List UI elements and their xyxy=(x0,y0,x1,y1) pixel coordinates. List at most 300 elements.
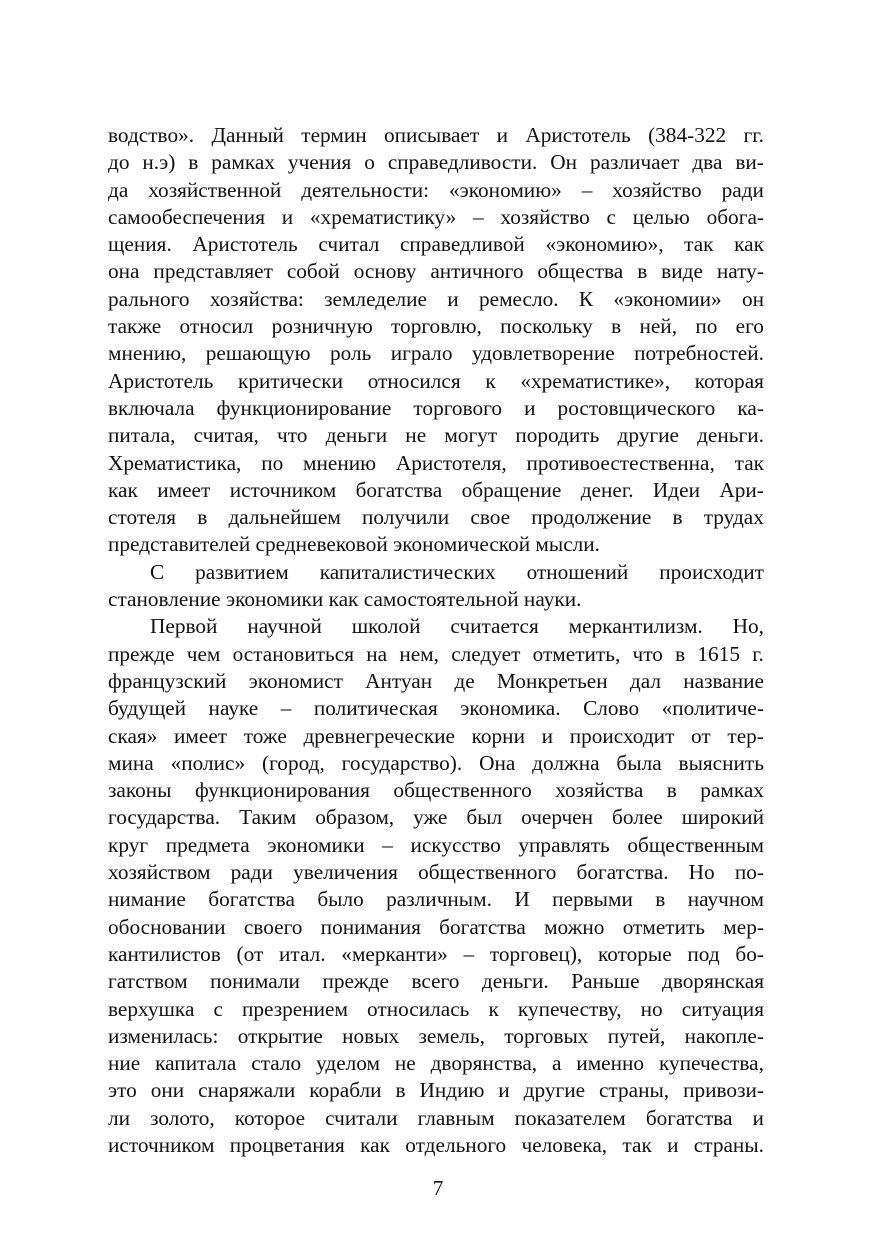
word: деятельности: xyxy=(301,177,430,202)
word: обращение xyxy=(461,477,562,502)
word: с xyxy=(606,204,616,229)
word: «хрематистике», xyxy=(520,368,671,393)
word: показателем xyxy=(514,1105,626,1130)
word: тоже xyxy=(243,723,287,748)
word: получили xyxy=(362,505,450,530)
word: корабли xyxy=(309,1078,382,1103)
word: человека, xyxy=(521,1132,608,1157)
text-line xyxy=(108,1077,764,1104)
word: не xyxy=(394,1051,416,1076)
word: и xyxy=(524,395,536,420)
word: ская» xyxy=(108,723,158,748)
word: продолжение xyxy=(531,505,652,530)
word: нем, xyxy=(399,641,439,666)
word: Слово xyxy=(583,696,640,721)
word: он xyxy=(741,286,764,311)
word: ситуация xyxy=(681,996,764,1021)
word: так xyxy=(622,1132,652,1157)
word: деньги. xyxy=(481,969,549,994)
word: относился xyxy=(367,368,461,393)
word: справедливости. xyxy=(387,150,538,175)
word: Антуан xyxy=(365,668,433,693)
word: и xyxy=(447,286,459,311)
word: в xyxy=(666,778,677,803)
word: и xyxy=(541,723,554,748)
word: водство». xyxy=(108,123,195,147)
word: о xyxy=(364,150,375,175)
word: происходит xyxy=(659,559,764,584)
word: – xyxy=(382,832,393,857)
word: которое xyxy=(234,1105,306,1130)
word: источником xyxy=(108,1132,215,1157)
text-line xyxy=(108,641,764,668)
word: (384-322 xyxy=(648,123,727,147)
word: ней, xyxy=(639,314,678,339)
word: но xyxy=(640,996,663,1021)
word: и xyxy=(667,1132,679,1157)
word: снаряжали xyxy=(198,1078,296,1103)
word: гатством xyxy=(108,969,188,994)
text-line xyxy=(108,1132,764,1159)
word: понимания xyxy=(320,914,421,939)
word: Хрематистика, xyxy=(108,450,242,475)
word: экономика. xyxy=(460,696,561,721)
word: корни xyxy=(471,723,525,748)
word: «полис» xyxy=(170,750,246,775)
word: К xyxy=(578,286,594,311)
word: богатства xyxy=(355,477,443,502)
word: обога- xyxy=(706,204,764,229)
text-line xyxy=(108,832,764,859)
word: различным. xyxy=(386,887,492,912)
word: так xyxy=(734,450,764,475)
word: общественного xyxy=(418,860,557,885)
text-line xyxy=(108,122,764,149)
word: термин xyxy=(301,123,367,147)
word: по- xyxy=(734,860,764,885)
word: играло xyxy=(390,341,453,366)
word: верхушка xyxy=(108,996,195,1021)
word: хозяйство xyxy=(500,204,590,229)
word: что xyxy=(277,423,308,448)
text-line xyxy=(108,1105,764,1132)
word: считали xyxy=(325,1105,398,1130)
word: – xyxy=(280,696,292,721)
word: отметить, xyxy=(532,641,621,666)
word: торговец), xyxy=(489,941,583,966)
word: остановиться xyxy=(232,641,355,666)
word: Она xyxy=(479,750,516,775)
word: по xyxy=(261,450,284,475)
word: главным xyxy=(417,1105,495,1130)
word: удовлетворение xyxy=(471,341,615,366)
word: другие xyxy=(523,1078,586,1103)
word: уделом xyxy=(316,1051,380,1076)
word: – xyxy=(581,177,593,202)
word: накопле- xyxy=(684,1023,764,1048)
word: два xyxy=(692,150,723,175)
word: чем xyxy=(186,641,221,666)
word: отметить xyxy=(622,914,706,939)
line-text: представителей средневековой экономической мысли. xyxy=(108,532,601,557)
word: щения. xyxy=(108,232,172,257)
word: политическая xyxy=(313,696,438,721)
text-line xyxy=(108,559,764,586)
text-line xyxy=(108,395,764,422)
text-line xyxy=(108,231,764,258)
word: гг. xyxy=(743,123,764,147)
word: искусство xyxy=(410,832,501,857)
page-number: 7 xyxy=(432,1176,444,1200)
word: свое xyxy=(470,505,511,530)
word: учения xyxy=(287,150,352,175)
word: И xyxy=(514,887,530,912)
word: был xyxy=(466,805,503,830)
word: на xyxy=(366,641,388,666)
word: первыми xyxy=(552,887,633,912)
word: мнению xyxy=(303,450,377,475)
text-line xyxy=(108,477,764,504)
word: которые xyxy=(597,941,672,966)
word: открытие xyxy=(237,1023,323,1048)
word: в xyxy=(655,887,666,912)
word: была xyxy=(616,750,662,775)
word: по xyxy=(695,314,718,339)
word: капиталистических xyxy=(319,559,496,584)
word: античного xyxy=(430,259,524,284)
word: рамках xyxy=(211,150,275,175)
word: стало xyxy=(251,1051,302,1076)
word: Первой xyxy=(150,614,218,639)
word: Таким xyxy=(239,805,297,830)
word: под xyxy=(687,941,720,966)
word: Монкретьен xyxy=(496,668,608,693)
word: относилась xyxy=(367,996,470,1021)
word: будущей xyxy=(108,696,187,721)
word: нимание xyxy=(108,887,186,912)
word: всего xyxy=(411,969,460,994)
text-line xyxy=(108,368,764,395)
word: очерчен xyxy=(521,805,594,830)
word: дворянства, xyxy=(430,1051,538,1076)
word: торговых xyxy=(504,1023,589,1048)
word: экономики xyxy=(267,832,365,857)
word: с xyxy=(213,996,223,1021)
word: ради xyxy=(721,177,764,202)
text-line xyxy=(108,313,764,340)
word: французский xyxy=(108,668,227,693)
word: источником xyxy=(229,477,337,502)
word: земледелие xyxy=(324,286,428,311)
word: к xyxy=(488,996,499,1021)
word: прежде xyxy=(322,969,389,994)
word: виде xyxy=(661,259,703,284)
word: считается xyxy=(450,614,539,639)
text-line xyxy=(108,340,764,367)
word: образом, xyxy=(315,805,395,830)
word: в xyxy=(672,505,683,530)
word: которая xyxy=(694,368,764,393)
word: они xyxy=(150,1078,185,1103)
text-line xyxy=(108,859,764,886)
word: 1615 xyxy=(697,641,740,666)
word: целью xyxy=(632,204,690,229)
word: обосновании xyxy=(108,914,226,939)
word: ли xyxy=(108,1105,131,1130)
word: древнегреческие xyxy=(303,723,455,748)
text-line xyxy=(108,149,764,176)
word: «экономию» xyxy=(448,177,562,202)
word: отношений xyxy=(526,559,629,584)
word: основу xyxy=(353,259,417,284)
word: Аристотель xyxy=(108,368,214,393)
word: описывает xyxy=(384,123,480,147)
word: хозяйством xyxy=(108,860,211,885)
word: денег. xyxy=(580,477,634,502)
word: в xyxy=(637,259,648,284)
paragraph xyxy=(108,613,764,1159)
line-text: становление экономики как самостоятельной науки. xyxy=(108,587,582,612)
word: породить xyxy=(515,423,600,448)
word: включала xyxy=(108,395,195,420)
word: и xyxy=(752,1105,764,1130)
text-line xyxy=(108,286,764,313)
word: от xyxy=(691,723,711,748)
word: – xyxy=(463,941,475,966)
word: в xyxy=(188,150,199,175)
word: процветания xyxy=(229,1132,345,1157)
text-line xyxy=(108,1023,764,1050)
word: следует xyxy=(451,641,521,666)
word: Аристотель xyxy=(192,232,298,257)
word: именно xyxy=(576,1051,645,1076)
word: более xyxy=(612,805,663,830)
word: различает xyxy=(589,150,680,175)
word: название xyxy=(683,668,764,693)
word: это xyxy=(108,1078,137,1103)
word: считая, xyxy=(193,423,259,448)
word: научном xyxy=(687,887,764,912)
word: и xyxy=(496,123,508,147)
word: деньги xyxy=(325,423,388,448)
word: отдельного xyxy=(405,1132,507,1157)
word: и xyxy=(498,1078,510,1103)
word: экономист xyxy=(248,668,343,693)
word: увеличения xyxy=(293,860,398,885)
word: С xyxy=(150,559,165,584)
word: торгового xyxy=(413,395,502,420)
word: да xyxy=(108,177,129,202)
word: привози- xyxy=(683,1078,764,1103)
text-line xyxy=(108,668,764,695)
word: широкий xyxy=(681,805,764,830)
word: «мерканти» xyxy=(341,941,448,966)
word: считал xyxy=(318,232,380,257)
word: в xyxy=(611,314,622,339)
word: ви- xyxy=(735,150,764,175)
word: противоестественна, xyxy=(526,450,715,475)
word: общественного xyxy=(393,778,532,803)
word: мнению, xyxy=(108,341,187,366)
word: Раньше xyxy=(571,969,640,994)
text-line xyxy=(108,531,764,558)
word: золото, xyxy=(150,1105,215,1130)
word: критически xyxy=(238,368,344,393)
word: имеет xyxy=(174,723,228,748)
text-line xyxy=(108,258,764,285)
word: прежде xyxy=(108,641,175,666)
word: управлять xyxy=(518,832,610,857)
word: Аристотель xyxy=(525,123,631,147)
word: в xyxy=(395,1078,406,1103)
text-line xyxy=(108,777,764,804)
word: (город, xyxy=(262,750,325,775)
word: решающую xyxy=(205,341,311,366)
text-line xyxy=(108,450,764,477)
word: богатства xyxy=(439,914,526,939)
text-line xyxy=(108,204,764,231)
word: (от xyxy=(236,941,264,966)
word: мина xyxy=(108,750,154,775)
word: богатства xyxy=(645,1105,733,1130)
word: ради xyxy=(230,860,273,885)
text-line xyxy=(108,941,764,968)
word: путей, xyxy=(607,1023,666,1048)
word: могут xyxy=(444,423,498,448)
word: было xyxy=(317,887,364,912)
word: общества xyxy=(537,259,624,284)
word: итал. xyxy=(279,941,326,966)
text-line xyxy=(108,750,764,777)
word: ремесло. xyxy=(478,286,559,311)
text-line xyxy=(108,804,764,831)
word: предмета xyxy=(165,832,250,857)
word: Данный xyxy=(211,123,284,147)
word: развитием xyxy=(195,559,289,584)
word: своего xyxy=(243,914,303,939)
word: нату- xyxy=(716,259,764,284)
word: ростовщического xyxy=(557,395,716,420)
word: законы xyxy=(108,778,172,803)
text-line xyxy=(108,695,764,722)
word: в xyxy=(675,641,686,666)
word: выяснить xyxy=(678,750,764,775)
word: должна xyxy=(532,750,600,775)
word: Но, xyxy=(732,614,764,639)
word: до xyxy=(108,150,130,175)
word: земель, xyxy=(418,1023,485,1048)
word: ние xyxy=(108,1051,141,1076)
word: и xyxy=(281,204,294,229)
word: как xyxy=(360,1132,390,1157)
text-line xyxy=(108,613,764,640)
word: уже xyxy=(413,805,448,830)
word: школой xyxy=(351,614,421,639)
text-line xyxy=(108,422,764,449)
word: купечеству, xyxy=(517,996,622,1021)
word: хозяйственной xyxy=(148,177,282,202)
word: хозяйство xyxy=(612,177,702,202)
word: хозяйства: xyxy=(209,286,304,311)
word: можно xyxy=(544,914,605,939)
word: собой xyxy=(286,259,340,284)
text-line xyxy=(108,1050,764,1077)
body-text xyxy=(108,122,764,1159)
word: понимали xyxy=(210,969,300,994)
word: круг xyxy=(108,832,149,857)
word: дворянская xyxy=(662,969,764,994)
word: имеет xyxy=(157,477,211,502)
word: научной xyxy=(247,614,322,639)
word: кантилистов xyxy=(108,941,221,966)
word: государства. xyxy=(108,805,221,830)
word: меркантилизм. xyxy=(568,614,703,639)
word: не xyxy=(405,423,427,448)
word: так xyxy=(684,232,714,257)
word: де xyxy=(454,668,475,693)
word: также xyxy=(108,314,162,339)
word: государство). xyxy=(341,750,463,775)
word: как xyxy=(734,232,764,257)
word: общественным xyxy=(627,832,764,857)
word: новых xyxy=(342,1023,400,1048)
word: бо- xyxy=(735,941,764,966)
word: рального xyxy=(108,286,190,311)
word: страны. xyxy=(693,1132,764,1157)
word: потребностей. xyxy=(634,341,764,366)
word: – xyxy=(473,204,484,229)
word: в xyxy=(197,505,208,530)
word: хозяйства xyxy=(555,778,644,803)
word: купечества, xyxy=(658,1051,764,1076)
word: науке xyxy=(208,696,259,721)
word: питала, xyxy=(108,423,176,448)
word: дальнейшем xyxy=(228,505,341,530)
word: стотеля xyxy=(108,505,177,530)
text-line xyxy=(108,914,764,941)
word: к xyxy=(485,368,496,393)
word: ка- xyxy=(737,395,764,420)
word: а xyxy=(551,1051,562,1076)
text-line xyxy=(108,177,764,204)
word: «экономию», xyxy=(545,232,664,257)
word: роль xyxy=(330,341,372,366)
word: богатства xyxy=(208,887,295,912)
word: дал xyxy=(629,668,661,693)
word: справедливой xyxy=(399,232,525,257)
word: г. xyxy=(752,641,764,666)
word: как xyxy=(108,477,138,502)
paragraph xyxy=(108,122,764,559)
word: мер- xyxy=(723,914,764,939)
word: поскольку xyxy=(500,314,593,339)
word: Индию xyxy=(419,1078,485,1103)
word: розничную xyxy=(271,314,373,339)
word: трудах xyxy=(703,505,764,530)
text-line xyxy=(108,968,764,995)
word: самообеспечения xyxy=(108,204,266,229)
word: Идеи xyxy=(652,477,700,502)
word: рамках xyxy=(700,778,764,803)
paragraph xyxy=(108,559,764,614)
word: Аристотеля, xyxy=(395,450,507,475)
word: относил xyxy=(179,314,254,339)
word: «хрематистику» xyxy=(309,204,457,229)
word: его xyxy=(735,314,764,339)
word: деньги. xyxy=(697,423,764,448)
word: н.э) xyxy=(142,150,176,175)
word: представляет xyxy=(153,259,273,284)
